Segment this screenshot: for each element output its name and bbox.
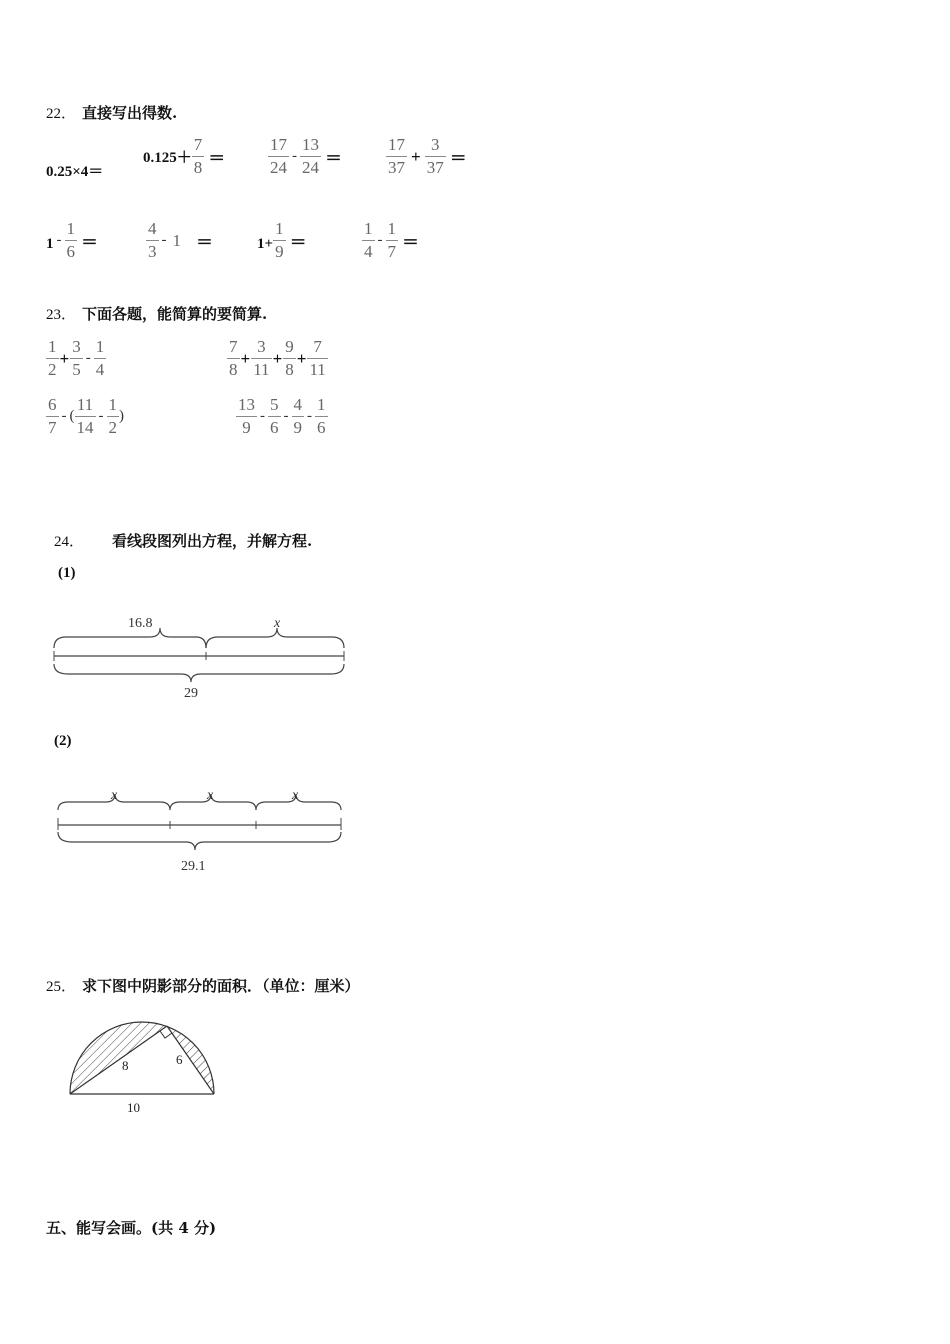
q25-number: 25． <box>46 979 77 995</box>
q23-expr-4: $\frac{13}{9}$ - $\frac{5}{6}$ - $\frac{4}{9}$ - $\frac{1}{6}$ <box>238 395 326 437</box>
q25-side-6-label: 6 <box>176 1052 183 1067</box>
q25-semicircle-figure <box>60 1010 230 1120</box>
q22-title: 直接写出得数. <box>82 104 178 122</box>
q24-line-diagram-2 <box>50 782 350 877</box>
q25-title: 求下图中阴影部分的面积．（单位：厘米） <box>82 977 360 995</box>
q24-part2-label: (2) <box>54 733 72 749</box>
fraction: $\frac{7}{8}$ <box>193 135 203 177</box>
q22-heading <box>46 102 177 123</box>
q24-p2-seg1-label: x <box>111 788 118 803</box>
q24-number: 24． <box>54 534 85 550</box>
fraction: $\frac{1}{7}$ <box>387 219 396 261</box>
q22-expr-1: 0.25×4＝ <box>46 164 104 180</box>
q24-p2-seg3-label: x <box>292 788 299 803</box>
q22-expr-4: $\frac{17}{37}$ + $\frac{3}{37}$ ＝ <box>388 135 467 177</box>
q25-side-8-label: 8 <box>122 1058 129 1073</box>
q24-p2-seg2-label: x <box>207 788 214 803</box>
q22-expr-3: $\frac{17}{24}$ - $\frac{13}{24}$ ＝ <box>270 135 342 177</box>
section5-title: 五、能写会画。(共 4 分) <box>46 1219 217 1237</box>
q22-expr-2: 0.125＋ $\frac{7}{8}$ ＝ <box>143 135 226 177</box>
fraction: $\frac{4}{3}$ <box>148 219 157 261</box>
q25-heading <box>46 975 360 996</box>
q23-expr-3: $\frac{6}{7}$ - ( $\frac{11}{14}$ - $\frac{1}{2}$ ) <box>48 395 124 437</box>
fraction: $\frac{17}{37}$ <box>388 135 405 177</box>
fraction: $\frac{1}{6}$ <box>66 219 75 261</box>
q24-p1-right-label: x <box>274 616 281 631</box>
q23-expr-2: $\frac{7}{8}$ + $\frac{3}{11}$ + $\frac{9}{8}$ + $\frac{7}{11}$ <box>229 337 326 379</box>
q24-p2-total-label: 29.1 <box>181 859 206 874</box>
q22-expr-8: $\frac{1}{4}$ - $\frac{1}{7}$ ＝ <box>364 219 419 261</box>
q24-heading <box>54 530 312 551</box>
fraction: $\frac{13}{24}$ <box>302 135 319 177</box>
q24-p1-left-label: 16.8 <box>128 616 153 631</box>
q23-number: 23． <box>46 307 77 323</box>
fraction: $\frac{3}{37}$ <box>426 135 444 177</box>
q24-part1-label: (1) <box>58 565 76 581</box>
q24-p1-total-label: 29 <box>184 686 198 701</box>
q22-expr-5: 1 - $\frac{1}{6}$ ＝ <box>46 219 98 261</box>
fraction: $\frac{1}{9}$ <box>275 219 284 261</box>
q22-expr-7: 1+ $\frac{1}{9}$ ＝ <box>257 219 307 261</box>
q23-expr-1: $\frac{1}{2}$ + $\frac{3}{5}$ - $\frac{1}{4}$ <box>48 337 105 379</box>
fraction: $\frac{17}{24}$ <box>270 135 287 177</box>
q22-expr-6: $\frac{4}{3}$ - 1 ＝ <box>148 219 213 261</box>
q25-base-label: 10 <box>127 1100 140 1115</box>
q22-number: 22． <box>46 106 77 122</box>
q24-title: 看线段图列出方程，并解方程. <box>112 532 313 550</box>
fraction: $\frac{1}{4}$ <box>364 219 373 261</box>
q24-line-diagram-1 <box>46 608 356 703</box>
q23-heading <box>46 303 267 324</box>
q23-title: 下面各题，能简算的要简算. <box>82 305 268 323</box>
